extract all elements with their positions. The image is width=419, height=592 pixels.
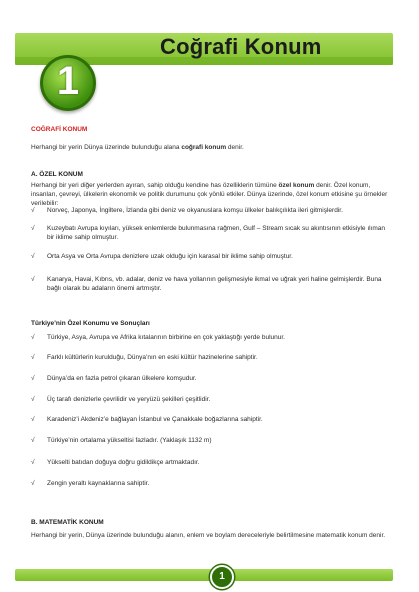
section-b-text: Herhangi bir yerin, Dünya üzerinde bulunduğu alanın, enlem ve boylam dereceleriyle belirtilmesine matematik konum denir. — [31, 532, 386, 539]
section-b-heading: B. MATEMATİK KONUM — [31, 519, 104, 526]
list-item-text: Yükselti batıdan doğuya doğru gidildikçe artmaktadır. — [47, 459, 200, 466]
check-icon: √ — [31, 437, 35, 444]
list-item-text: Farklı kültürlerin kurulduğu, Dünya’nın en eski kültür hazinelerine sahiptir. — [47, 354, 258, 361]
page-title: Coğrafi Konum — [160, 34, 322, 59]
intro-heading: COĞRAFİ KONUM — [31, 126, 88, 133]
list-item-text: Kanarya, Havai, Kıbrıs, vb. adalar, deniz ve hava yollarının gelişmesiyle ikmal ve uğrak yeri haline gelmişlerdir. Buna bağlı olarak bu adaların önemi artmıştır. — [47, 276, 382, 292]
turkey-heading: Türkiye’nin Özel Konumu ve Sonuçları — [31, 320, 150, 327]
check-icon: √ — [31, 354, 35, 361]
list-item-text: Norveç, Japonya, İngiltere, İzlanda gibi deniz ve okyanuslara komşu ülkeler balıkçılıkta ileri gitmişlerdir. — [47, 207, 343, 214]
check-icon: √ — [31, 375, 35, 382]
section-a-paragraph: Herhangi bir yeri diğer yerlerden ayıran, sahip olduğu kendine has özelliklerin tümüne özel konum denir. Özel konum, insanları, çevreyi, ülkelerin ekonomik ve politik durumunu çok yönlü etkiler. Dünya üzerinde, özel konum etkisine şu örnekler verilebilir: — [31, 182, 388, 207]
chapter-number: 1 — [56, 59, 80, 103]
check-icon: √ — [31, 416, 35, 423]
list-item-text: Zengin yeraltı kaynaklarına sahiptir. — [47, 480, 150, 487]
check-icon: √ — [31, 480, 35, 487]
check-icon: √ — [31, 207, 35, 214]
section-a-heading: A. ÖZEL KONUM — [31, 171, 83, 178]
list-item-text: Türkiye, Asya, Avrupa ve Afrika kıtalarının birbirine en çok yaklaştığı yerde bulunur. — [47, 334, 285, 341]
list-item-text: Kuzeybatı Avrupa kıyıları, yüksek enlemlerde bulunmasına rağmen, Gulf – Stream sıcak su akıntısının etkisiyle ılıman bir iklime sahip olmuştur. — [47, 225, 386, 241]
check-icon: √ — [31, 276, 35, 283]
intro-text: Herhangi bir yerin Dünya üzerinde bulunduğu alana coğrafi konum denir. — [31, 144, 244, 151]
footer-bar — [15, 569, 393, 581]
list-item-text: Türkiye’nin ortalama yükseltisi fazladır. (Yaklaşık 1132 m) — [47, 437, 212, 444]
check-icon: √ — [31, 396, 35, 403]
check-icon: √ — [31, 334, 35, 341]
list-item-text: Üç tarafı denizlerle çevrilidir ve yeryüzü şekilleri çeşitlidir. — [47, 396, 211, 403]
check-icon: √ — [31, 253, 35, 260]
list-item-text: Orta Asya ve Orta Avrupa denizlere uzak olduğu için karasal bir iklime sahip olmuştur. — [47, 253, 293, 260]
list-item-text: Karadeniz’i Akdeniz’e bağlayan İstanbul ve Çanakkale boğazlarına sahiptir. — [47, 416, 263, 423]
page-number: 1 — [210, 565, 234, 589]
check-icon: √ — [31, 459, 35, 466]
list-item-text: Dünya’da en fazla petrol çıkaran ülkelere komşudur. — [47, 375, 197, 382]
chapter-badge — [40, 55, 96, 111]
check-icon: √ — [31, 225, 35, 232]
